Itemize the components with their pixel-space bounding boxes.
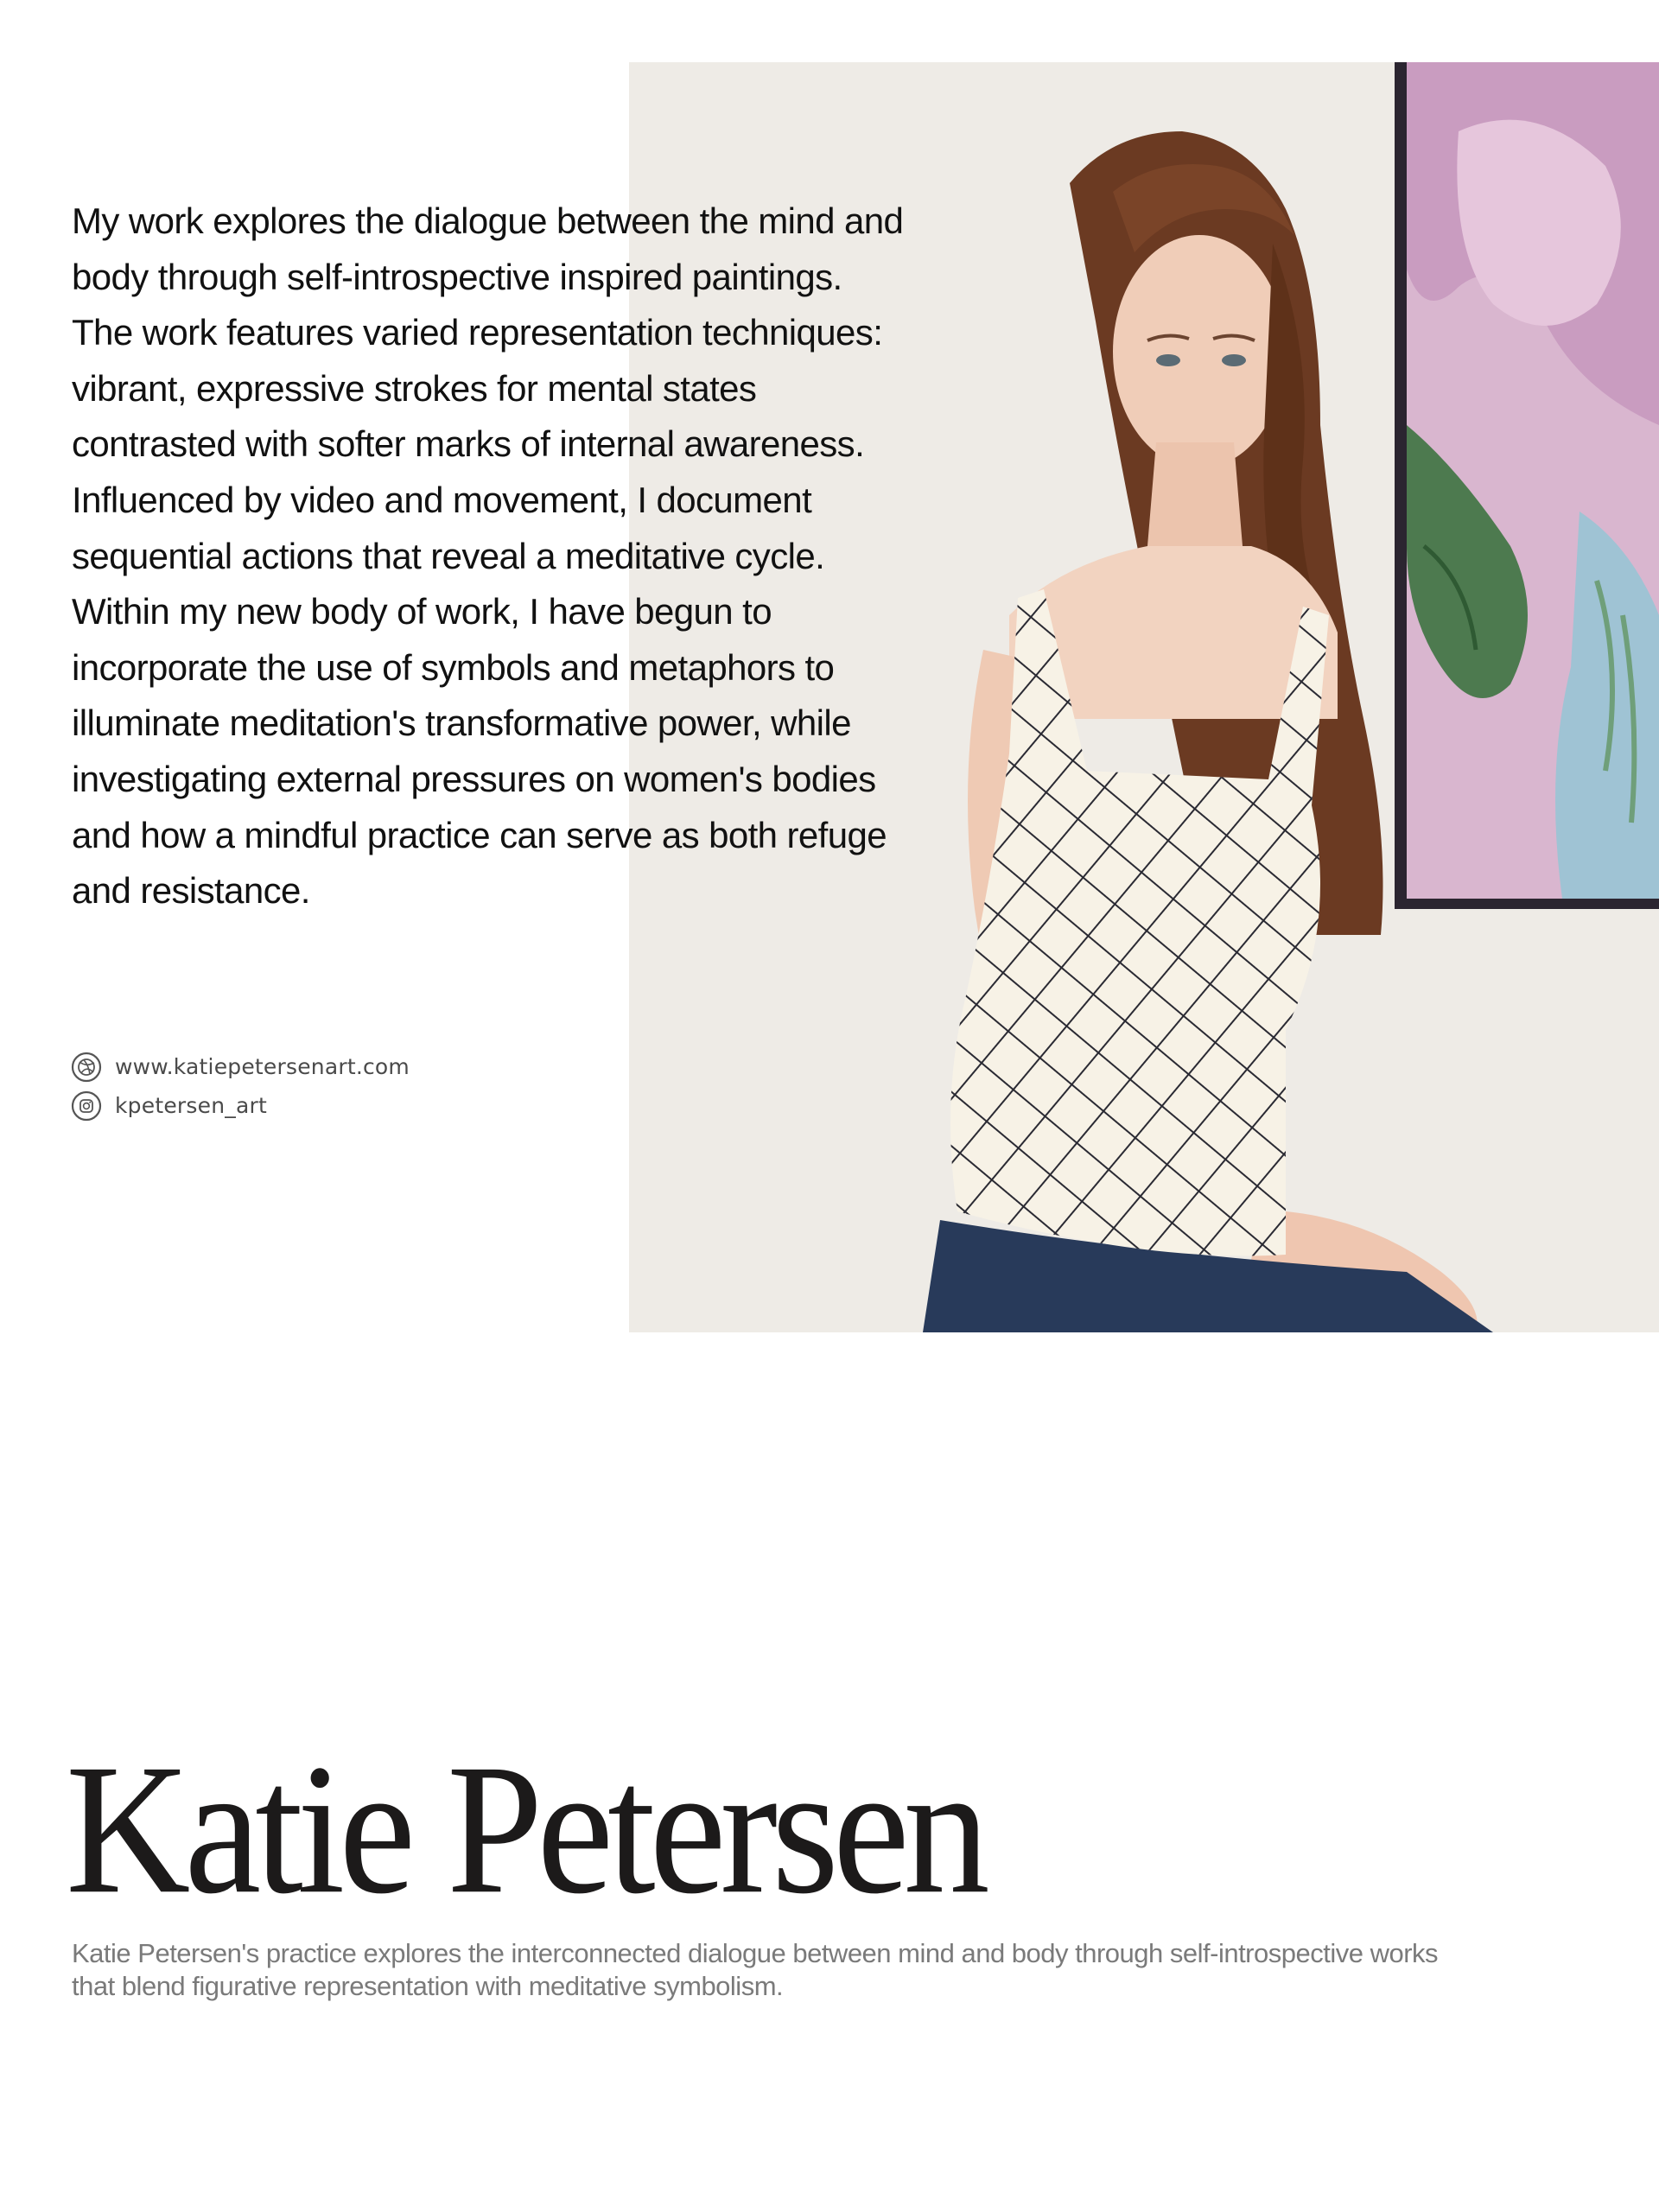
statement-line: and resistance. [72,870,310,912]
instagram-link[interactable] [71,1090,410,1122]
instagram-icon [71,1090,102,1122]
artist-name-heading: Katie Petersen [66,1726,984,1933]
contact-links [71,1051,410,1128]
statement-line: Within my new body of work, I have begun to [72,591,772,632]
website-url: www.katiepetersenart.com [115,1054,410,1079]
statement-line: and how a mindful practice can serve as both refuge [72,814,887,855]
statement-line: investigating external pressures on women's bodies [72,758,876,799]
statement-line: My work explores the dialogue between the mind and [72,200,904,241]
instagram-handle: kpetersen_art [115,1093,267,1118]
statement-line: body through self-introspective inspired paintings. [72,256,842,297]
bio-line: Katie Petersen's practice explores the interconnected dialogue between mind and body through self-introspective works [72,1938,1439,1968]
background-painting [1395,62,1659,909]
statement-line: illuminate meditation's transformative power, while [72,702,851,744]
artist-statement [72,194,988,919]
statement-line: vibrant, expressive strokes for mental states [72,367,757,409]
statement-line: contrasted with softer marks of internal awareness. [72,423,865,465]
website-link[interactable] [71,1051,410,1083]
dribbble-icon [71,1052,102,1083]
artist-bio [72,1937,1558,2003]
statement-line: incorporate the use of symbols and metaphors to [72,646,835,688]
statement-line: The work features varied representation techniques: [72,312,883,353]
bio-line: that blend figurative representation with meditative symbolism. [72,1971,784,2001]
statement-line: Influenced by video and movement, I document [72,479,812,520]
statement-line: sequential actions that reveal a meditative cycle. [72,535,825,576]
